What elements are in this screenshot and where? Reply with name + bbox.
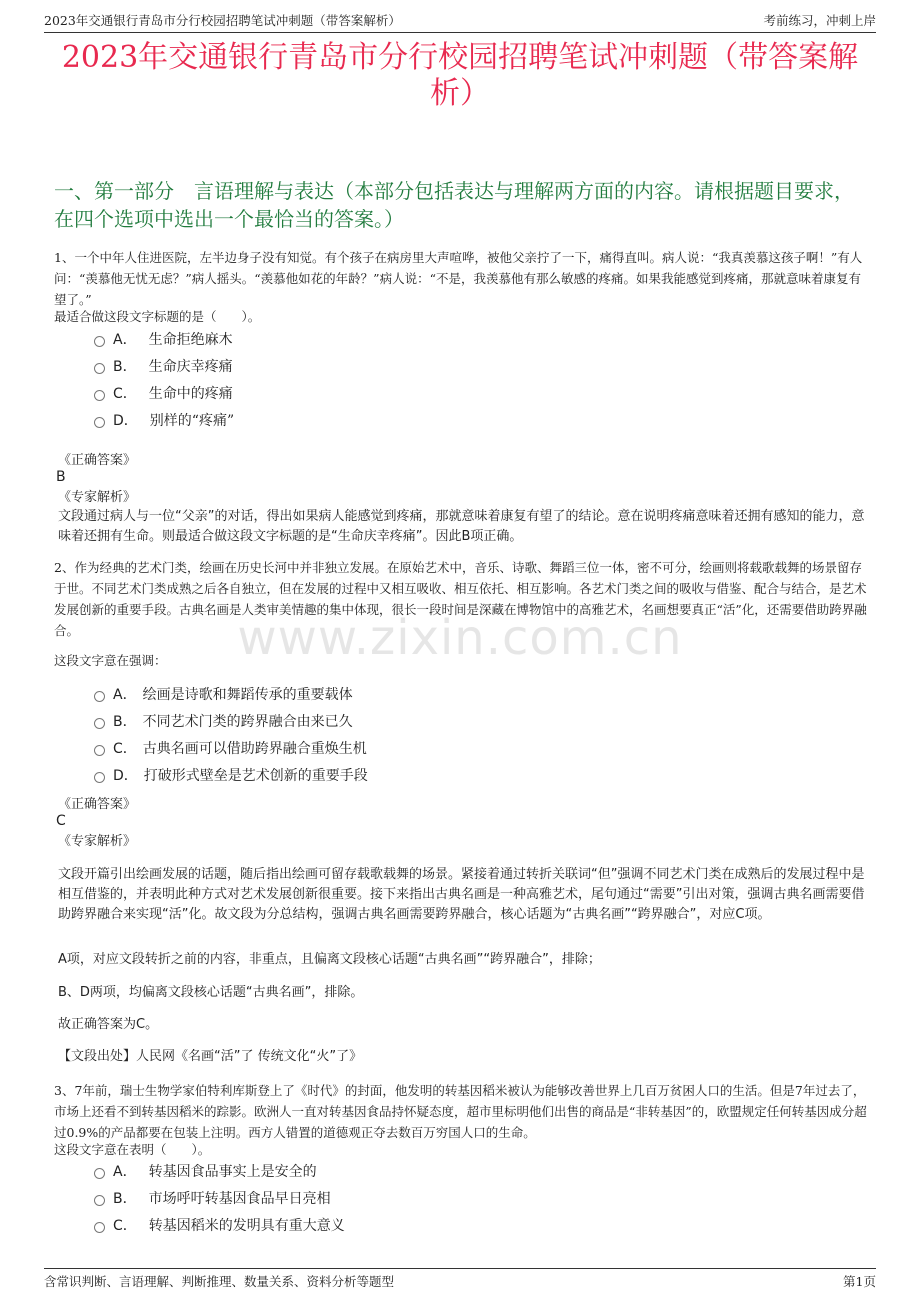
q1-answer: B [56, 469, 66, 485]
header-slogan: 考前练习，冲刺上岸 [763, 13, 876, 28]
option-letter: A． [113, 1164, 137, 1180]
q1-answer-label: 《正确答案》 [58, 453, 137, 468]
q1-option-d[interactable] [94, 409, 234, 431]
page-footer [44, 1268, 876, 1290]
q1-stem: 1、一个中年人住进医院，左半边身子没有知觉。有个孩子在病房里大声喧哗，被他父亲拧了一下，痛得直叫。病人说：“我真羡慕这孩子啊！”有人问：“羡慕他无忧无虑？”病人摇头。“羡慕他如花的年龄？”病人说：“不是，我羡慕他有那么敏感的疼痛。如果我能感觉到疼痛，那就意味着康复有望了。” [54, 250, 863, 307]
option-text: 生命庆幸疼痛 [148, 359, 233, 375]
q2-prompt: 这段文字意在强调： [54, 653, 167, 668]
q3-option-c[interactable] [94, 1214, 345, 1236]
q1-prompt: 最适合做这段文字标题的是（ ）。 [54, 309, 261, 324]
q2-analysis-label: 《专家解析》 [58, 834, 137, 849]
option-text: 绘画是诗歌和舞蹈传承的重要载体 [142, 687, 353, 703]
radio-icon[interactable] [94, 336, 105, 347]
option-text: 打破形式壁垒是艺术创新的重要手段 [143, 768, 368, 784]
option-text: 生命中的疼痛 [148, 386, 233, 402]
q3-option-a[interactable] [94, 1160, 317, 1182]
radio-icon[interactable] [94, 1195, 105, 1206]
option-text: 市场呼吁转基因食品早日亮相 [148, 1191, 331, 1207]
option-letter: D． [113, 413, 138, 429]
q1-option-c[interactable] [94, 382, 233, 404]
option-letter: A． [113, 332, 137, 348]
q2-option-c[interactable] [94, 737, 367, 759]
q2-answer-label: 《正确答案》 [58, 797, 137, 812]
option-letter: C． [113, 1218, 137, 1234]
q1-analysis: 文段通过病人与一位“父亲”的对话，得出如果病人能感觉到疼痛，那就意味着康复有望了的结论。意在说明疼痛意味着还拥有感知的能力，意味着还拥有生命。则最适合做这段文字标题的是“生命庆幸疼痛”。因此B项正确。 [58, 509, 865, 544]
option-text: 古典名画可以借助跨界融合重焕生机 [142, 741, 367, 757]
q2-answer: C [56, 813, 66, 829]
option-letter: A． [113, 687, 137, 703]
option-text: 别样的“疼痛” [149, 413, 235, 429]
radio-icon[interactable] [94, 1222, 105, 1233]
option-text: 生命拒绝麻木 [148, 332, 233, 348]
radio-icon[interactable] [94, 745, 105, 756]
radio-icon[interactable] [94, 1168, 105, 1179]
q2-stem: 2、作为经典的艺术门类，绘画在历史长河中并非独立发展。在原始艺术中，音乐、诗歌、舞蹈三位一体，密不可分，绘画则将载歌载舞的场景留存于世。不同艺术门类成熟之后各自独立，但在发展的过程中又相互吸收、相互依托、相互影响。各艺术门类之间的吸收与借鉴、配合与结合，是艺术发展创新的重要手段。古典名画是人类审美情趣的集中体现，很长一段时间是深藏在博物馆中的高雅艺术，名画想要真正“活”化，还需要借助跨界融合。 [54, 560, 867, 638]
footer-topics: 含常识判断、言语理解、判断推理、数量关系、资料分析等题型 [44, 1274, 395, 1289]
q3-stem: 3、7年前，瑞士生物学家伯特利库斯登上了《时代》的封面，他发明的转基因稻米被认为能够改善世界上几百万贫困人口的生活。但是7年过去了，市场上还看不到转基因稻米的踪影。欧洲人一直对转基因食品持怀疑态度，超市里标明他们出售的商品是“非转基因”的，欧盟规定任何转基因成分超过0.9%的产品都要在包装上注明。西方人错置的道德观正夺去数百万穷国人口的生命。 [54, 1083, 867, 1140]
q2-analysis-source: 【文段出处】人民网《名画“活”了 传统文化“火”了》 [58, 1049, 363, 1064]
q2-option-d[interactable] [94, 764, 368, 786]
q1-analysis-label: 《专家解析》 [58, 490, 137, 505]
document-title: 2023年交通银行青岛市分行校园招聘笔试冲刺题（带答案解析） [61, 40, 859, 111]
option-letter: C． [113, 386, 137, 402]
option-text: 转基因稻米的发明具有重大意义 [148, 1218, 345, 1234]
radio-icon[interactable] [94, 417, 105, 428]
q2-option-a[interactable] [94, 683, 353, 705]
option-text: 转基因食品事实上是安全的 [148, 1164, 317, 1180]
q2-analysis-conclusion: 故正确答案为C。 [58, 1017, 159, 1032]
radio-icon[interactable] [94, 363, 105, 374]
radio-icon[interactable] [94, 772, 105, 783]
option-letter: B． [113, 714, 137, 730]
watermark: www.zixin.com.cn [237, 610, 683, 666]
q2-analysis-option-a: A项，对应文段转折之前的内容，非重点，且偏离文段核心话题“古典名画”“跨界融合”，排除； [58, 952, 601, 967]
radio-icon[interactable] [94, 691, 105, 702]
q1-option-b[interactable] [94, 355, 233, 377]
option-letter: D． [113, 768, 138, 784]
option-letter: C． [113, 741, 137, 757]
q2-option-b[interactable] [94, 710, 353, 732]
option-letter: B． [113, 359, 137, 375]
page-header [44, 10, 876, 33]
q2-analysis-option-bd: B、D两项，均偏离文段核心话题“古典名画”，排除。 [58, 985, 364, 1000]
option-letter: B． [113, 1191, 137, 1207]
q3-option-b[interactable] [94, 1187, 331, 1209]
q3-prompt: 这段文字意在表明（ ）。 [54, 1142, 211, 1157]
header-doc-title: 2023年交通银行青岛市分行校园招聘笔试冲刺题（带答案解析） [44, 13, 401, 28]
q2-analysis-summary: 文段开篇引出绘画发展的话题，随后指出绘画可留存载歌载舞的场景。紧接着通过转折关联词“但”强调不同艺术门类在成熟后的发展过程中是相互借鉴的，并表明此种方式对艺术发展创新很重要。接下来指出古典名画是一种高雅艺术，尾句通过“需要”引出对策，强调古典名画需要借助跨界融合来实现“活”化。故文段为分总结构，强调古典名画需要跨界融合，核心话题为“古典名画”“跨界融合”，对应C项。 [58, 867, 865, 922]
radio-icon[interactable] [94, 390, 105, 401]
q1-option-a[interactable] [94, 328, 233, 350]
radio-icon[interactable] [94, 718, 105, 729]
section-heading: 一、第一部分 言语理解与表达（本部分包括表达与理解两方面的内容。请根据题目要求，在四个选项中选出一个最恰当的答案。） [54, 179, 854, 231]
page-number: 第1页 [843, 1274, 876, 1289]
option-text: 不同艺术门类的跨界融合由来已久 [142, 714, 353, 730]
